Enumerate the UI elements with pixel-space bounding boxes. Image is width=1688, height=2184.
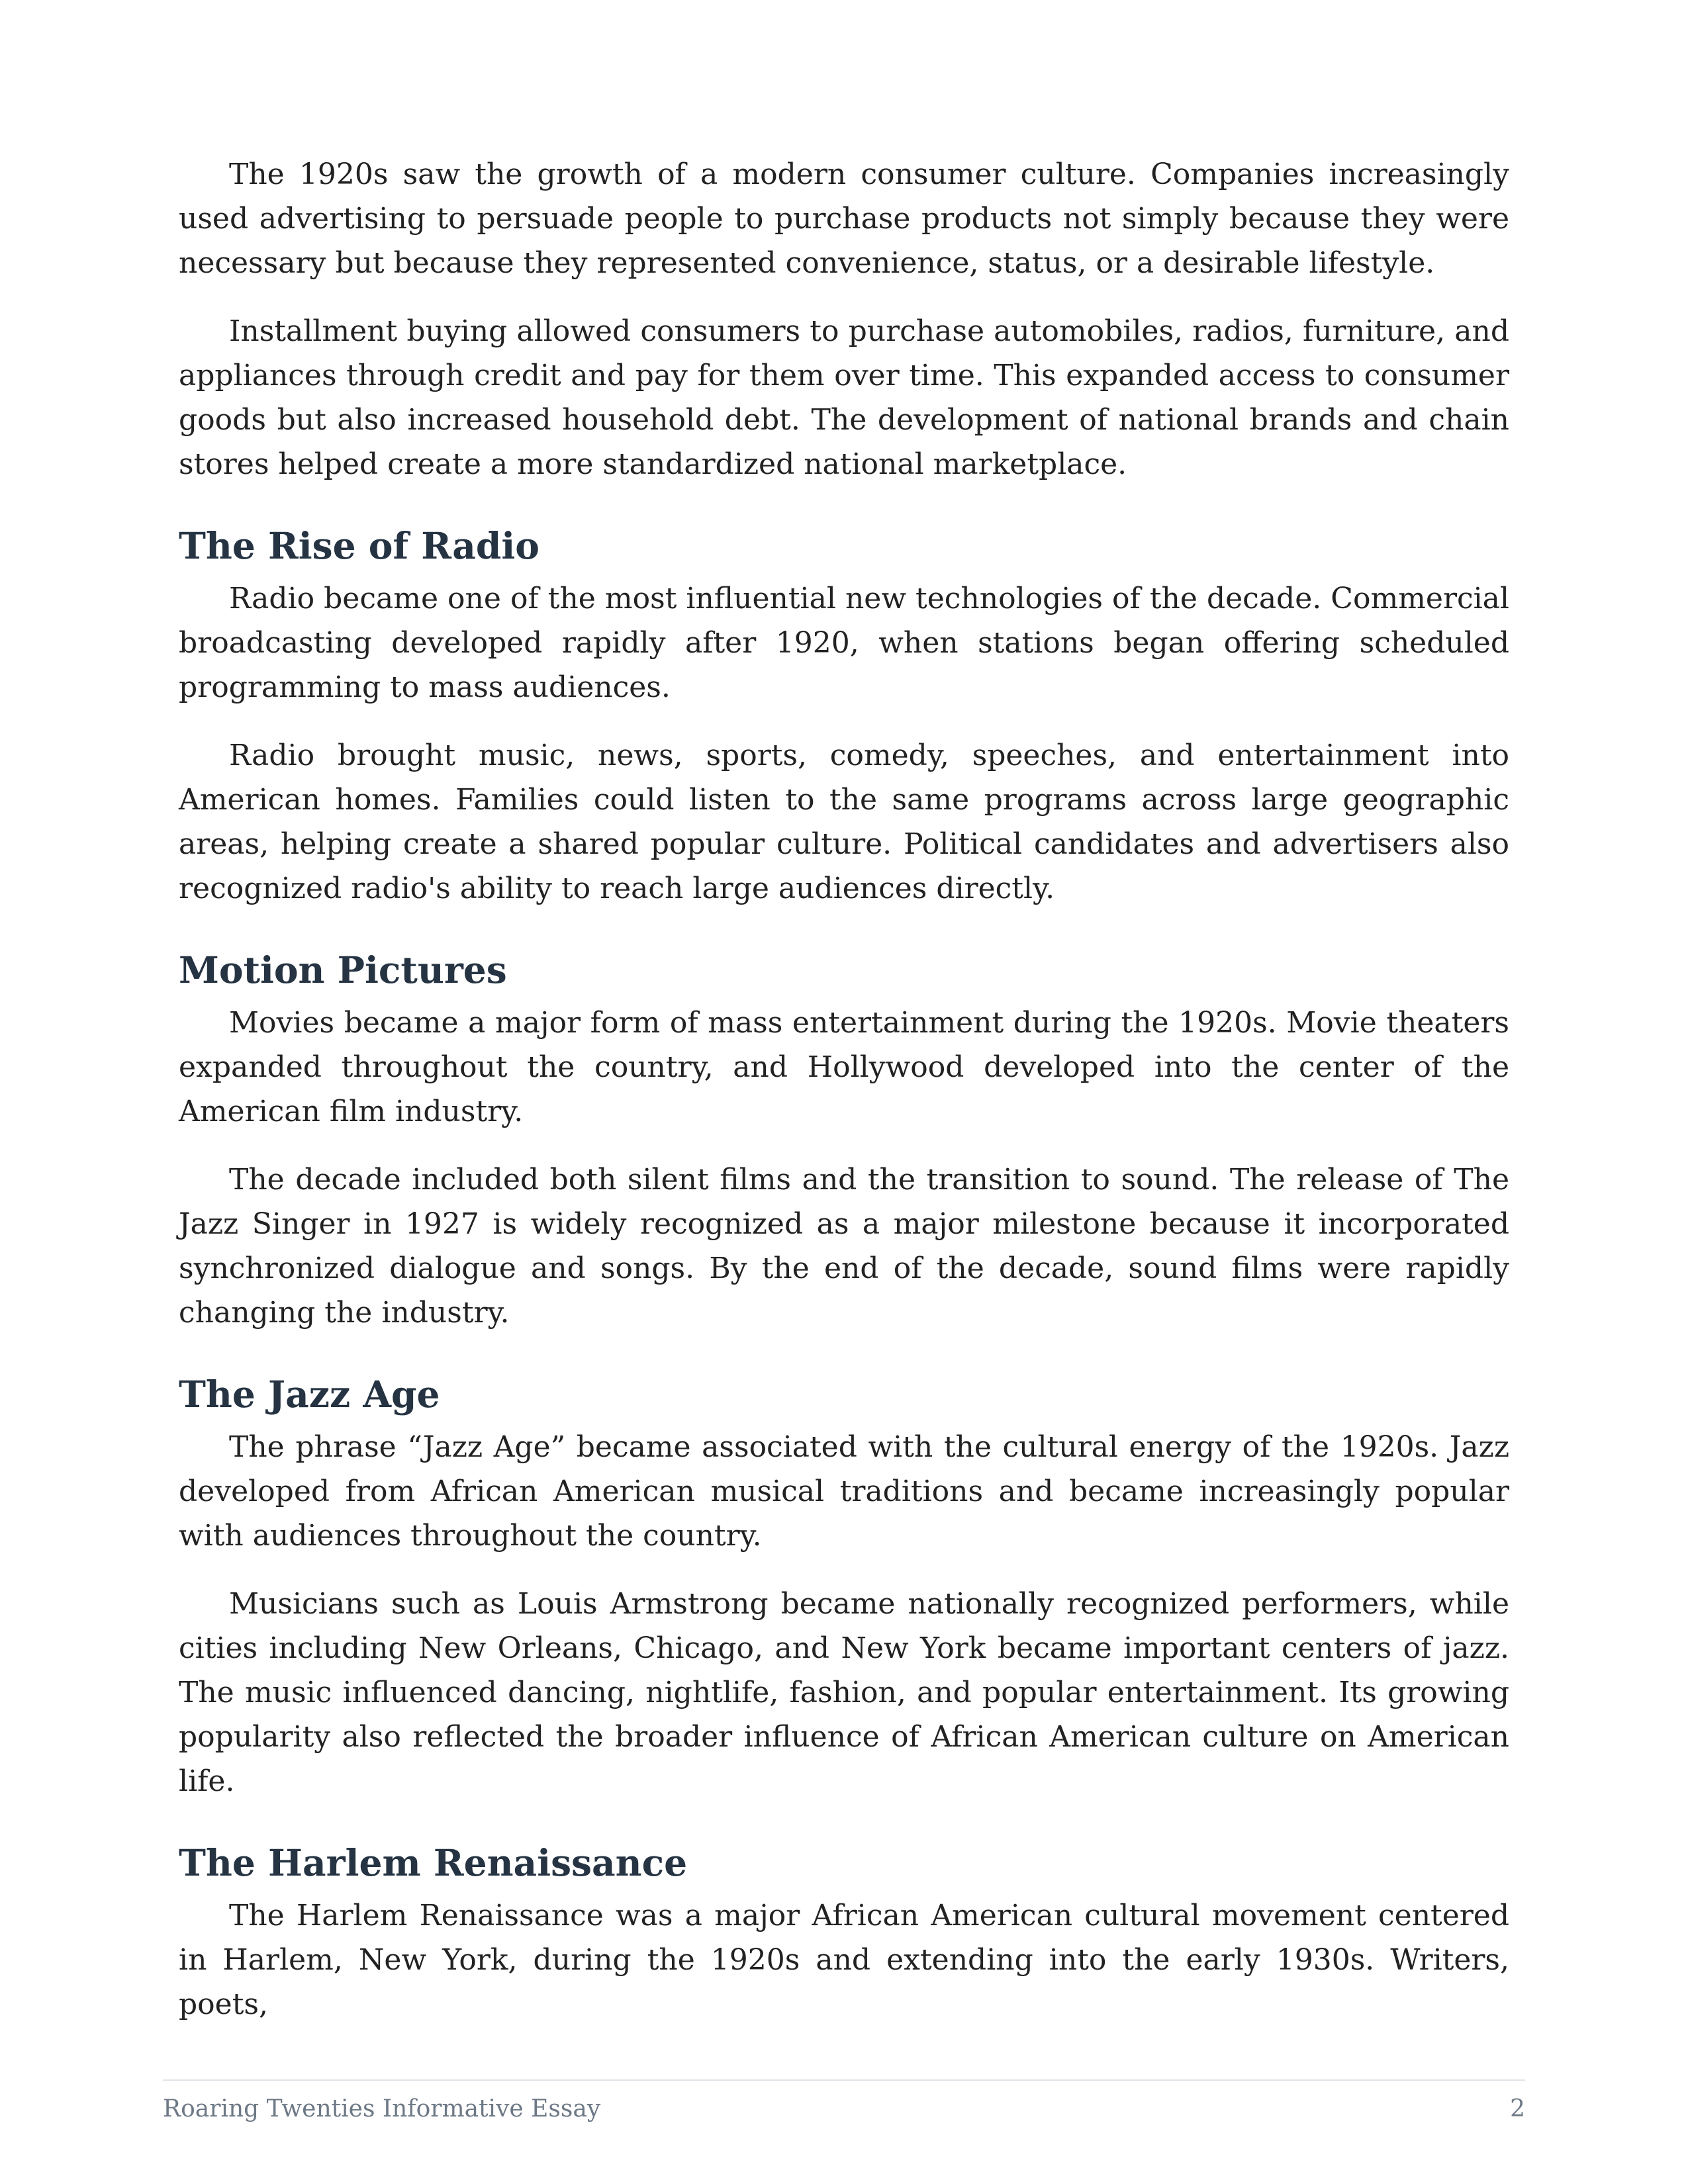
heading-harlem-renaissance: The Harlem Renaissance (179, 1841, 688, 1884)
document-body (179, 152, 1509, 2050)
paragraph-jazz-age-2: Musicians such as Louis Armstrong became nationally recognized performers, while cities including New Orleans, Chicago, and New York became important centers of jazz. The music influenced dancing, nightlife, fashion, and popular entertainment. Its growing popularity also reflected the broader influence of African American culture on American life. (179, 1587, 1509, 1798)
heading-rise-of-radio: The Rise of Radio (179, 524, 539, 567)
paragraph-motion-pictures-2: The decade included both silent films and the transition to sound. The release of The Jazz Singer in 1927 is widely recognized as a major milestone because it incorporated synchronized dialogue and songs. By the end of the decade, sound films were rapidly changing the industry. (179, 1163, 1509, 1330)
paragraph-motion-pictures-1: Movies became a major form of mass entertainment during the 1920s. Movie theaters expanded throughout the country, and Hollywood developed into the center of the American film industry. (179, 1006, 1509, 1128)
paragraph-jazz-age-1: The phrase “Jazz Age” became associated with the cultural energy of the 1920s. Jazz developed from African American musical traditions and became increasingly popular with audiences throughout the country. (179, 1430, 1509, 1553)
paragraph-radio-2: Radio brought music, news, sports, comedy, speeches, and entertainment into American homes. Families could listen to the same programs across large geographic areas, helping create a shared popular culture. Political candidates and advertisers also recognized radio's ability to reach large audiences directly. (179, 739, 1509, 905)
page-footer (163, 2079, 1525, 2122)
paragraph-harlem-1: The Harlem Renaissance was a major African American cultural movement centered in Harlem, New York, during the 1920s and extending into the early 1930s. Writers, poets, (179, 1899, 1509, 2021)
footer-page-number: 2 (1510, 2095, 1525, 2122)
footer-document-title: Roaring Twenties Informative Essay (163, 2095, 601, 2122)
heading-jazz-age: The Jazz Age (179, 1373, 440, 1416)
heading-motion-pictures: Motion Pictures (179, 948, 507, 991)
paragraph-radio-1: Radio became one of the most influential new technologies of the decade. Commercial broadcasting developed rapidly after 1920, when stations began offering scheduled programming to mass audiences. (179, 582, 1509, 704)
paragraph-installment-buying: Installment buying allowed consumers to purchase automobiles, radios, furniture, and appliances through credit and pay for them over time. This expanded access to consumer goods but also increased household debt. The development of national brands and chain stores helped create a more standardized national marketplace. (179, 314, 1509, 481)
paragraph-consumer-culture: The 1920s saw the growth of a modern consumer culture. Companies increasingly used advertising to persuade people to purchase products not simply because they were necessary but because they represented convenience, status, or a desirable lifestyle. (179, 158, 1509, 280)
